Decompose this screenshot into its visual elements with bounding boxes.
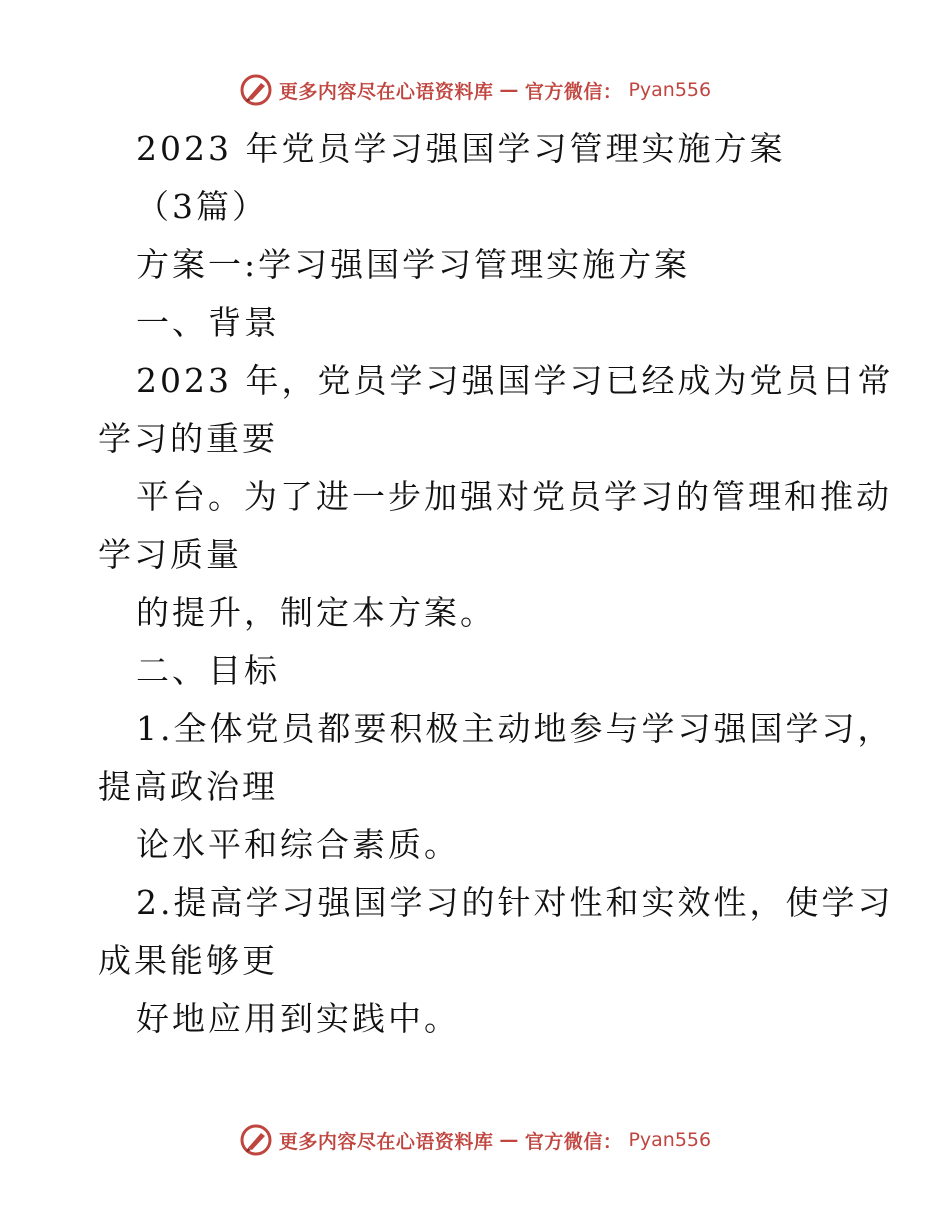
footer-dash: — (499, 1129, 519, 1151)
paragraph-line: 平台。为了进一步加强对党员学习的管理和推动 (136, 477, 892, 516)
section-heading-background: 一、背景 (136, 303, 280, 342)
list-item-line: 成果能够更 (98, 941, 278, 980)
list-item-line: 好地应用到实践中。 (136, 999, 460, 1038)
plan-heading: 方案一:学习强国学习管理实施方案 (136, 245, 691, 284)
list-item-line: 1.全体党员都要积极主动地参与学习强国学习， (136, 709, 894, 748)
paragraph-line: 的提升，制定本方案。 (136, 593, 496, 632)
document-body (98, 120, 894, 1048)
section-heading-goals: 二、目标 (136, 651, 280, 690)
pen-logo-icon (239, 1123, 273, 1157)
footer-site-text: 更多内容尽在心语资料库 (278, 1130, 494, 1153)
header-banner (0, 70, 950, 110)
paragraph-line: 2023 年，党员学习强国学习已经成为党员日常 (136, 361, 894, 400)
list-item-line: 论水平和综合素质。 (136, 825, 460, 864)
header-site-text: 更多内容尽在心语资料库 (278, 80, 494, 103)
header-wechat-label: 官方微信： (524, 80, 623, 103)
footer-wechat-id: Pyan556 (628, 1129, 712, 1151)
doc-title-count: （3篇） (136, 187, 268, 226)
pen-logo-icon (239, 73, 273, 107)
header-dash: — (499, 79, 519, 101)
paragraph-line: 学习质量 (98, 535, 242, 574)
paragraph-line: 学习的重要 (98, 419, 278, 458)
doc-title: 2023 年党员学习强国学习管理实施方案 (136, 129, 786, 168)
header-wechat-id: Pyan556 (628, 79, 712, 101)
footer-wechat-label: 官方微信： (524, 1130, 623, 1153)
list-item-line: 2.提高学习强国学习的针对性和实效性，使学习 (136, 883, 894, 922)
list-item-line: 提高政治理 (98, 767, 278, 806)
footer-banner (0, 1120, 950, 1160)
